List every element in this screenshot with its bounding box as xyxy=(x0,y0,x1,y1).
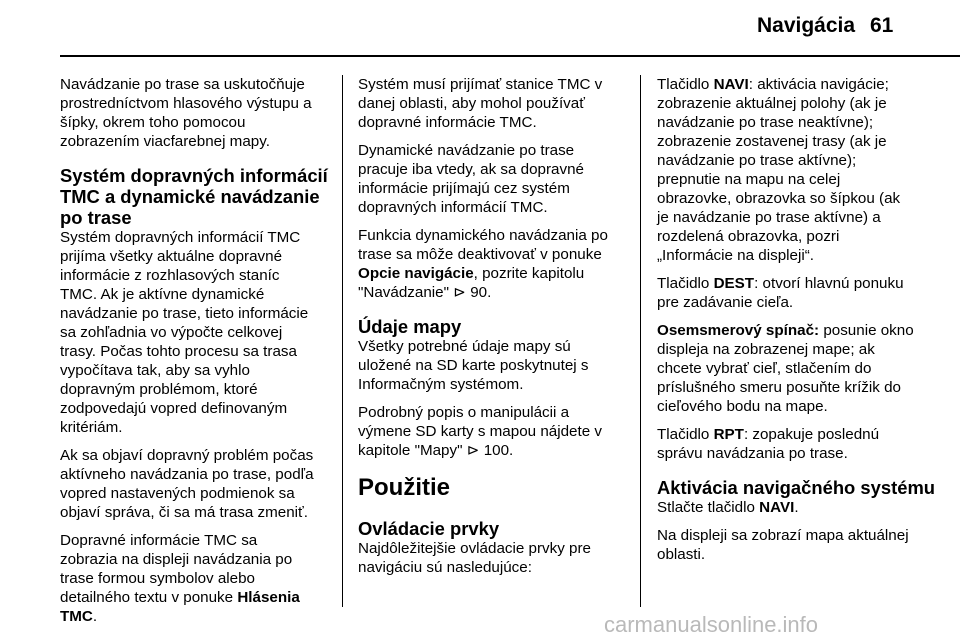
section-heading-usage: Použitie xyxy=(358,474,451,501)
controls-paragraph: Najdôležitejšie ovládacie prvky pre navigáciu sú nasledujúce: xyxy=(358,540,591,576)
button-name-navi: NAVI xyxy=(759,499,795,516)
column-2 xyxy=(358,75,626,586)
control-name-eight-way-switch: Osemsmerový spínač: xyxy=(657,322,820,339)
dynamic-guidance-paragraph: Dynamické navádzanie po trase pracuje iba vtedy, ak sa dopravné informácie prijímajú cez systém dopravných informácií TMC. xyxy=(358,142,584,216)
menu-name-tmc: TMC xyxy=(60,608,93,625)
section-heading-controls: Ovládacie prvky xyxy=(358,518,500,539)
column-3 xyxy=(657,75,936,573)
intro-paragraph: Navádzanie po trase sa uskutočňuje prostredníctvom hlasového výstupu a šípky, okrem toho pomocou zobrazením viacfarebnej mapy. xyxy=(60,76,312,150)
column-divider xyxy=(342,75,343,607)
rpt-button-paragraph: Tlačidlo RPT: zopakuje poslednú správu navádzania po trase. xyxy=(657,426,880,462)
dest-button-paragraph: Tlačidlo DEST: otvorí hlavnú ponuku pre zadávanie cieľa. xyxy=(657,275,904,311)
column-1 xyxy=(60,75,328,635)
running-header-title: Navigácia xyxy=(757,14,856,37)
section-heading-map-data: Údaje mapy xyxy=(358,316,462,337)
press-navi-paragraph: Stlačte tlačidlo NAVI. xyxy=(657,499,799,516)
tmc-display-paragraph: Dopravné informácie TMC sa zobrazia na displeji navádzania po trase formou symbolov alebo detailného textu v ponuke Hlásenia TMC. xyxy=(60,532,300,625)
button-name-rpt: RPT xyxy=(713,426,744,443)
column-divider xyxy=(640,75,641,607)
tmc-paragraph: Systém dopravných informácií TMC prijíma všetky aktuálne dopravné informácie z rozhlasových staníc TMC. Ak je aktívne dynamické navádzanie po trase, tieto informácie sa zohľadnia vo výpočte celkovej trasy. Počas tohto procesu sa trasa vypočítava tak, aby sa vyhlo dopravným problémom, ktoré zodpovedajú vopred definovaným kritériám. xyxy=(60,229,309,436)
menu-name-hlasenia: Hlásenia xyxy=(237,589,300,606)
watermark: carmanualsonline.info xyxy=(604,612,819,637)
traffic-problem-paragraph: Ak sa objaví dopravný problém počas aktívneho navádzania po trase, podľa vopred nastavených podmienok sa objaví správa, či sa má trasa zmeniť. xyxy=(60,447,314,521)
section-heading-tmc: Systém dopravných informácií TMC a dynamické navádzanie po trase xyxy=(60,165,328,228)
button-name-navi: NAVI xyxy=(713,76,749,93)
tmc-stations-paragraph: Systém musí prijímať stanice TMC v danej oblasti, aby mohol používať dopravné informácie TMC. xyxy=(358,76,603,131)
deactivation-paragraph: Funkcia dynamického navádzania po trase sa môže deaktivovať v ponuke Opcie navigácie, pozrite kapitolu "Navádzanie" ⊳ 90. xyxy=(358,227,608,301)
navi-button-paragraph: Tlačidlo NAVI: aktivácia navigácie; zobrazenie aktuálnej polohy (ak je navádzanie po trase neaktívne); zobrazenie zostavenej trasy (ak je navádzanie po trase aktívne); prepnutie na mapu na celej obrazovke, obrazovka so šípkou (ak je navádzanie po trase aktívne) a rozdelená obrazovka, pozri „Informácie na displeji“. xyxy=(657,76,901,264)
eight-way-switch-paragraph: Osemsmerový spínač: posunie okno displeja na zobrazenej mape; ak chcete vybrať cieľ, stlačením do príslušného smeru posuňte krížik do cieľového bodu na mape. xyxy=(657,322,914,415)
page-reference-arrow-icon: ⊳ xyxy=(453,284,466,301)
button-name-dest: DEST xyxy=(713,275,755,292)
sd-card-paragraph: Podrobný popis o manipulácii a výmene SD karty s mapou nájdete v kapitole "Mapy" ⊳ 100. xyxy=(358,404,602,459)
map-display-paragraph: Na displeji sa zobrazí mapa aktuálnej oblasti. xyxy=(657,527,909,563)
section-heading-activation: Aktivácia navigačného systému xyxy=(657,477,936,498)
page-number: 61 xyxy=(870,14,894,37)
map-data-paragraph: Všetky potrebné údaje mapy sú uložené na SD karte poskytnutej s Informačným systémom. xyxy=(358,338,589,393)
header-rule xyxy=(60,55,960,57)
menu-name-opcie-navigacie: Opcie navigácie xyxy=(358,265,474,282)
page-reference-arrow-icon: ⊳ xyxy=(466,442,480,459)
